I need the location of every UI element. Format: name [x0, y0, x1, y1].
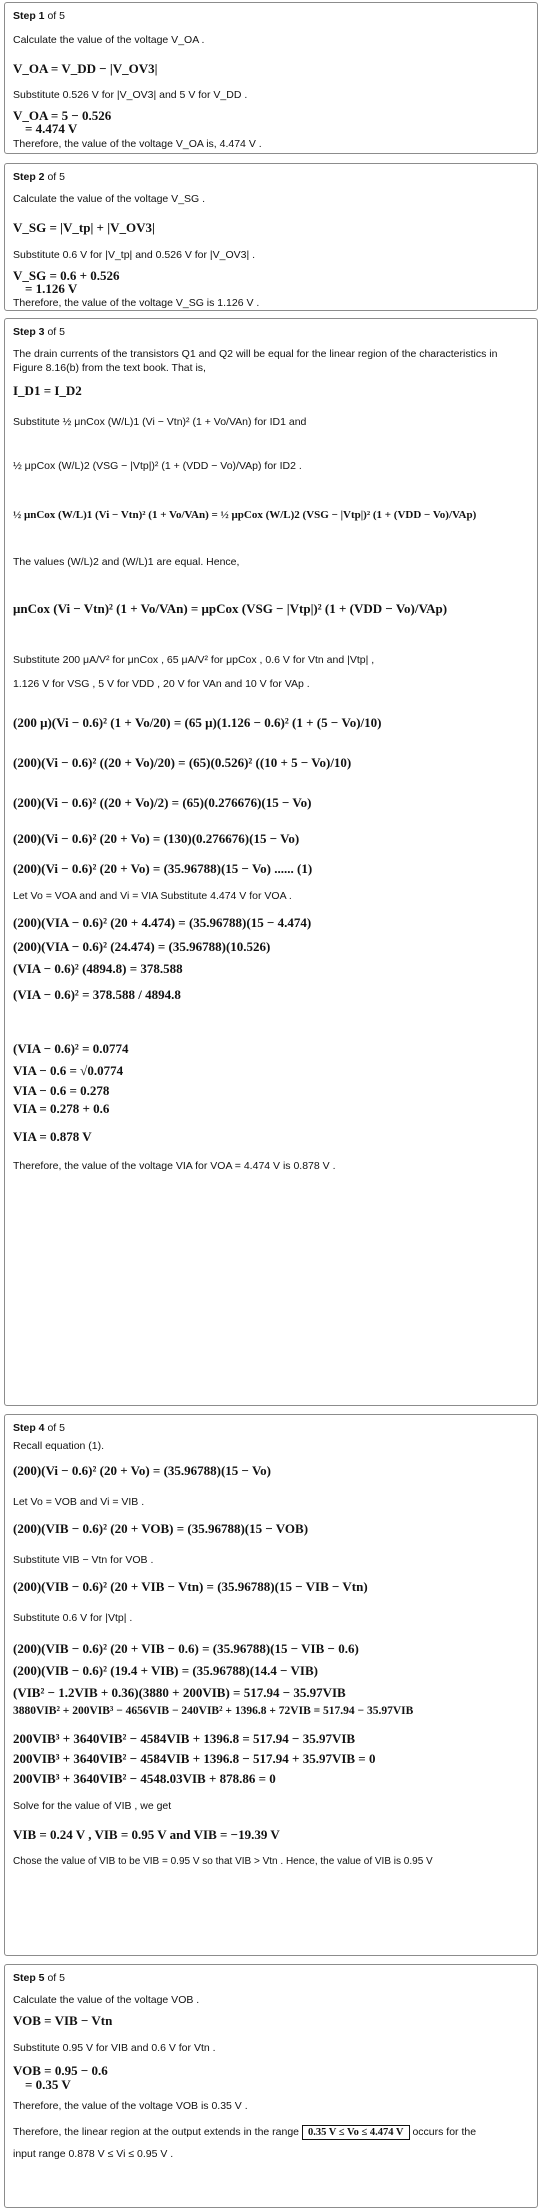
step-4-eq-b: (200)(VIB − 0.6)² (19.4 + VIB) = (35.96788)(14.4 − VIB) — [13, 1663, 318, 1678]
step-4-conclusion: Chose the value of VIB to be VIB = 0.95 V so that VIB > Vtn . Hence, the value of VIB is 0.95 V — [13, 1856, 433, 1867]
step-4-eq-a: (200)(VIB − 0.6)² (20 + VIB − 0.6) = (35.96788)(15 − VIB − 0.6) — [13, 1641, 359, 1656]
step-3-eq2-i: VIA = 0.878 V — [13, 1129, 92, 1144]
step-1-eq2: V_OA = 5 − 0.526 — [13, 108, 112, 123]
step-3-eq-a: (200 μ)(Vi − 0.6)² (1 + Vo/20) = (65 μ)(1.126 − 0.6)² (1 + (5 − Vo)/10) — [13, 715, 382, 730]
step-5-eq3: = 0.35 V — [25, 2077, 71, 2092]
step-4-eq1: (200)(Vi − 0.6)² (20 + Vo) = (35.96788)(15 − Vo) — [13, 1463, 272, 1478]
step-3-sub-2: ½ μpCox (W/L)2 (VSG − |Vtp|)² (1 + (VDD − Vo)/VAp) for ID2 . — [13, 460, 302, 472]
step-3-values-equal: The values (W/L)2 and (W/L)1 are equal. Hence, — [13, 556, 240, 568]
step-4-eq-f: 200VIB³ + 3640VIB² − 4584VIB + 1396.8 − 517.94 + 35.97VIB = 0 — [13, 1751, 376, 1766]
step-5-final-line-2: input range 0.878 V ≤ Vi ≤ 0.95 V . — [13, 2148, 174, 2160]
step-5-eq2: VOB = 0.95 − 0.6 — [13, 2063, 108, 2078]
step-3-eq2-d: (VIA − 0.6)² = 378.588 / 4894.8 — [13, 987, 181, 1002]
step-2-eq2: V_SG = 0.6 + 0.526 — [13, 268, 120, 283]
step-4-sub-2: Substitute 0.6 V for |Vtp| . — [13, 1612, 133, 1624]
step-5-eq1: VOB = VIB − Vtn — [13, 2013, 113, 2028]
step-5-final-line-1: Therefore, the linear region at the output extends in the range 0.35 V ≤ Vo ≤ 4.474 V occurs for the — [13, 2126, 477, 2138]
step-4-heading: Step 4 of 5 — [13, 1422, 65, 1434]
step-3-eq2-e: (VIA − 0.6)² = 0.0774 — [13, 1041, 129, 1056]
step-1-sub: Substitute 0.526 V for |V_OV3| and 5 V for V_DD . — [13, 89, 248, 101]
step-3-eq2-h: VIA = 0.278 + 0.6 — [13, 1101, 110, 1116]
step-4-solve: Solve for the value of VIB , we get — [13, 1800, 172, 1812]
step-3-intro-1: The drain currents of the transistors Q1 and Q2 will be equal for the linear region of the characteristics in — [13, 348, 498, 360]
step-3-eq-id: I_D1 = I_D2 — [13, 383, 82, 398]
step-3-let: Let Vo = VOA and and Vi = VIA Substitute 4.474 V for VOA . — [13, 890, 292, 902]
step-2-intro: Calculate the value of the voltage V_SG . — [13, 193, 206, 205]
step-5-intro: Calculate the value of the voltage VOB . — [13, 1994, 200, 2006]
step-2-eq3: = 1.126 V — [25, 281, 78, 296]
step-3-eq-c: (200)(Vi − 0.6)² ((20 + Vo)/2) = (65)(0.276676)(15 − Vo) — [13, 795, 312, 810]
step-5-sub: Substitute 0.95 V for VIB and 0.6 V for Vtn . — [13, 2042, 216, 2054]
step-2-heading: Step 2 of 5 — [13, 171, 65, 183]
step-1-heading: Step 1 of 5 — [13, 10, 65, 22]
step-4-eq-g: 200VIB³ + 3640VIB² − 4548.03VIB + 878.86 = 0 — [13, 1771, 276, 1786]
step-4-let: Let Vo = VOB and Vi = VIB . — [13, 1496, 145, 1508]
step-3-eq2-b: (200)(VIA − 0.6)² (24.474) = (35.96788)(10.526) — [13, 939, 271, 954]
step-4-eq2: (200)(VIB − 0.6)² (20 + VOB) = (35.96788)(15 − VOB) — [13, 1521, 309, 1536]
step-3-sub-3b: 1.126 V for VSG , 5 V for VDD , 20 V for VAn and 10 V for VAp . — [13, 678, 310, 690]
step-4-card — [4, 1414, 538, 1956]
step-5-card — [4, 1964, 538, 2208]
step-3-eq2-a: (200)(VIA − 0.6)² (20 + 4.474) = (35.96788)(15 − 4.474) — [13, 915, 312, 930]
step-2-card — [4, 163, 538, 311]
step-3-eq-e: (200)(Vi − 0.6)² (20 + Vo) = (35.96788)(15 − Vo) ...... (1) — [13, 861, 313, 876]
step-3-card — [4, 318, 538, 1406]
step-2-conclusion: Therefore, the value of the voltage V_SG is 1.126 V . — [13, 297, 260, 309]
step-2-eq1: V_SG = |V_tp| + |V_OV3| — [13, 220, 155, 235]
step-1-eq1: V_OA = V_DD − |V_OV3| — [13, 61, 158, 76]
step-3-eq-full: ½ μnCox (W/L)1 (Vi − Vtn)² (1 + Vo/VAn) = ½ μpCox (W/L)2 (VSG − |Vtp|)² (1 + (VDD − Vo)/VAp) — [13, 509, 477, 521]
step-4-sub-1: Substitute VIB − Vtn for VOB . — [13, 1554, 154, 1566]
step-3-eq-simpl: μnCox (Vi − Vtn)² (1 + Vo/VAn) = μpCox (VSG − |Vtp|)² (1 + (VDD − Vo)/VAp) — [13, 601, 448, 616]
step-4-eq-c: (VIB² − 1.2VIB + 0.36)(3880 + 200VIB) = 517.94 − 35.97VIB — [13, 1685, 346, 1700]
step-4-eq-d: 3880VIB² + 200VIB³ − 4656VIB − 240VIB² + 1396.8 + 72VIB = 517.94 − 35.97VIB — [13, 1705, 414, 1717]
step-3-conclusion: Therefore, the value of the voltage VIA for VOA = 4.474 V is 0.878 V . — [13, 1160, 336, 1172]
step-3-sub-3a: Substitute 200 μA/V² for μnCox , 65 μA/V² for μpCox , 0.6 V for Vtn and |Vtp| , — [13, 654, 375, 666]
step-1-intro: Calculate the value of the voltage V_OA . — [13, 34, 205, 46]
step-3-eq2-f: VIA − 0.6 = √0.0774 — [13, 1063, 124, 1078]
step-2-sub: Substitute 0.6 V for |V_tp| and 0.526 V for |V_OV3| . — [13, 249, 256, 261]
step-3-eq-b: (200)(Vi − 0.6)² ((20 + Vo)/20) = (65)(0.526)² ((10 + 5 − Vo)/10) — [13, 755, 352, 770]
step-4-eq-e: 200VIB³ + 3640VIB² − 4584VIB + 1396.8 = 517.94 − 35.97VIB — [13, 1731, 356, 1746]
step-5-heading: Step 5 of 5 — [13, 1972, 65, 1984]
step-4-intro: Recall equation (1). — [13, 1440, 105, 1452]
step-5-conclusion: Therefore, the value of the voltage VOB is 0.35 V . — [13, 2100, 248, 2112]
step-1-conclusion: Therefore, the value of the voltage V_OA is, 4.474 V . — [13, 138, 262, 150]
step-1-eq3: = 4.474 V — [25, 121, 78, 136]
step-3-eq2-g: VIA − 0.6 = 0.278 — [13, 1083, 110, 1098]
step-3-eq-d: (200)(Vi − 0.6)² (20 + Vo) = (130)(0.276676)(15 − Vo) — [13, 831, 300, 846]
step-3-sub-1: Substitute ½ μnCox (W/L)1 (Vi − Vtn)² (1 + Vo/VAn) for ID1 and — [13, 416, 307, 428]
step-3-heading: Step 3 of 5 — [13, 326, 65, 338]
step-4-roots: VIB = 0.24 V , VIB = 0.95 V and VIB = −19.39 V — [13, 1827, 280, 1842]
step-1-card — [4, 2, 538, 154]
step-4-eq3: (200)(VIB − 0.6)² (20 + VIB − Vtn) = (35.96788)(15 − VIB − Vtn) — [13, 1579, 368, 1594]
step-3-eq2-c: (VIA − 0.6)² (4894.8) = 378.588 — [13, 961, 183, 976]
step-3-intro-2: Figure 8.16(b) from the text book. That is, — [13, 362, 206, 374]
final-answer-box: 0.35 V ≤ Vo ≤ 4.474 V — [302, 2125, 410, 2140]
